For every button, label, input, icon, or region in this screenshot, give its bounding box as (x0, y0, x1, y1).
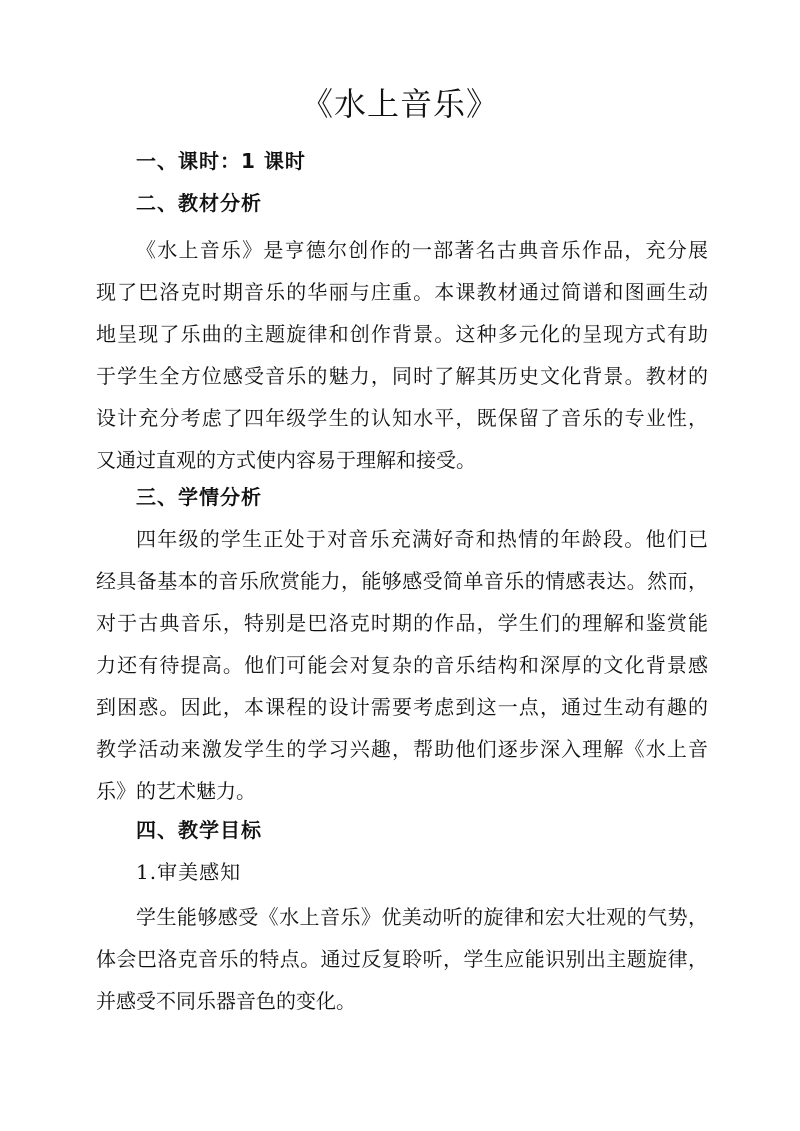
paragraph-student-analysis (96, 518, 708, 812)
paragraph-line: 设计充分考虑了四年级学生的认知水平，既保留了音乐的专业性， (96, 406, 708, 430)
paragraph-line: 对于古典音乐，特别是巴洛克时期的作品，学生们的理解和鉴赏能 (96, 611, 708, 635)
paragraph-line: 力还有待提高。他们可能会对复杂的音乐结构和深厚的文化背景感 (96, 653, 708, 677)
paragraph-line: 体会巴洛克音乐的特点。通过反复聆听，学生应能识别出主题旋律， (96, 947, 708, 971)
paragraph-line: 于学生全方位感受音乐的魅力，同时了解其历史文化背景。教材的 (96, 364, 708, 388)
paragraph-aesthetic-perception (96, 896, 708, 1022)
paragraph-line: 地呈现了乐曲的主题旋律和创作背景。这种多元化的呈现方式有助 (96, 322, 708, 346)
section-heading-lesson-hours: 一、课时：1 课时 (136, 149, 306, 173)
section-heading-textbook-analysis: 二、教材分析 (136, 191, 262, 215)
document-title: 《水上音乐》 (300, 85, 499, 123)
paragraph-line: 四年级的学生正处于对音乐充满好奇和热情的年龄段。他们已 (136, 527, 708, 551)
paragraph-line: 《水上音乐》是亨德尔创作的一部著名古典音乐作品，充分展 (136, 238, 708, 262)
paragraph-line: 经具备基本的音乐欣赏能力，能够感受简单音乐的情感表达。然而， (96, 569, 708, 593)
paragraph-line: 到困惑。因此，本课程的设计需要考虑到这一点，通过生动有趣的 (96, 695, 708, 719)
paragraph-line: 教学活动来激发学生的学习兴趣，帮助他们逐步深入理解《水上音 (96, 737, 708, 761)
paragraph-line: 又通过直观的方式使内容易于理解和接受。 (96, 448, 476, 472)
paragraph-textbook-analysis (96, 229, 708, 481)
paragraph-line: 乐》的艺术魅力。 (96, 779, 256, 803)
section-heading-student-analysis: 三、学情分析 (136, 485, 262, 509)
sub-heading-aesthetic-perception: 1.审美感知 (136, 860, 242, 884)
paragraph-line: 并感受不同乐器音色的变化。 (96, 989, 356, 1013)
paragraph-line: 学生能够感受《水上音乐》优美动听的旋律和宏大壮观的气势， (136, 905, 708, 929)
section-heading-teaching-goals: 四、教学目标 (136, 818, 262, 842)
paragraph-line: 现了巴洛克时期音乐的华丽与庄重。本课教材通过简谱和图画生动 (96, 280, 708, 304)
